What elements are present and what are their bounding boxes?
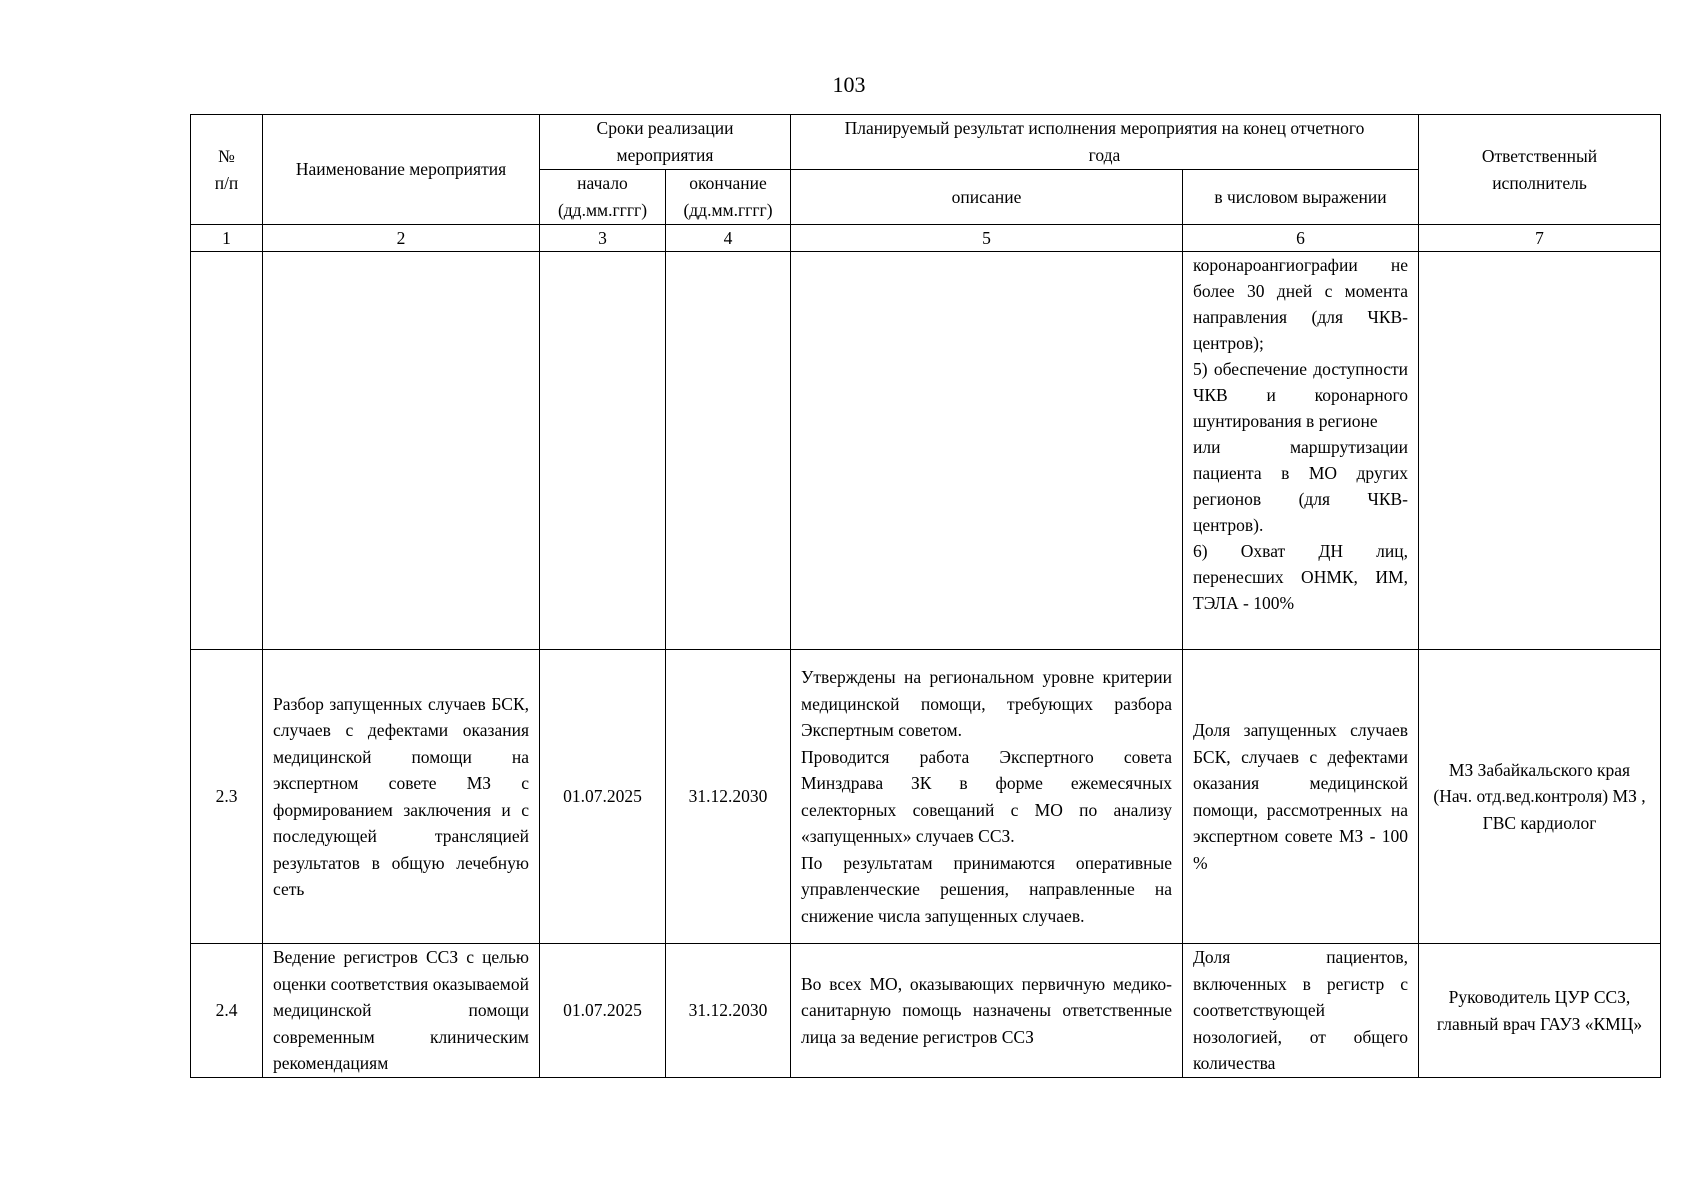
description-paragraph: Во всех МО, оказывающих первичную медико-санитарную помощь назначены ответственные лица за ведение регистров ССЗ xyxy=(801,973,1172,1047)
table-row xyxy=(191,252,1661,650)
row-numeric xyxy=(1183,252,1419,650)
column-number: 7 xyxy=(1419,225,1661,252)
numeric-paragraph: коронароангиографии не более 30 дней с момента направления (для ЧКВ-центров); xyxy=(1193,255,1408,353)
table-row xyxy=(191,650,1661,944)
row-responsible xyxy=(1419,252,1661,650)
column-number: 6 xyxy=(1183,225,1419,252)
table-row xyxy=(191,944,1661,1078)
column-number: 3 xyxy=(540,225,666,252)
row-responsible: МЗ Забайкальского края (Нач. отд.вед.контроля) МЗ , ГВС кардиолог xyxy=(1419,650,1661,944)
row-numeric: Доля запущенных случаев БСК, случаев с дефектами оказания медицинской помощи, рассмотренных на экспертном совете МЗ - 100 % xyxy=(1183,650,1419,944)
header-terms: Сроки реализации мероприятия xyxy=(540,115,791,170)
header-row-1 xyxy=(191,115,1661,170)
row-number: 2.4 xyxy=(191,944,263,1078)
row-end-date: 31.12.2030 xyxy=(666,650,791,944)
column-number: 4 xyxy=(666,225,791,252)
row-description xyxy=(791,944,1183,1078)
header-numeric: в числовом выражении xyxy=(1183,170,1419,225)
row-start-date: 01.07.2025 xyxy=(540,944,666,1078)
numeric-paragraph: или маршрутизации пациента в МО других регионов (для ЧКВ-центров). xyxy=(1193,437,1408,535)
header-number: № п/п xyxy=(191,115,263,225)
row-numeric: Доля пациентов, включенных в регистр с соответствующей нозологией, от общего количества xyxy=(1183,944,1419,1078)
row-number: 2.3 xyxy=(191,650,263,944)
row-number xyxy=(191,252,263,650)
row-end-date xyxy=(666,252,791,650)
page-number: 103 xyxy=(832,72,866,97)
numeric-paragraph: 6) Охват ДН лиц, перенесших ОНМК, ИМ, ТЭЛА - 100% xyxy=(1193,541,1408,613)
description-paragraph: Проводится работа Экспертного совета Минздрава ЗК в форме ежемесячных селекторных совещаний с МО по анализу «запущенных» случаев ССЗ. xyxy=(801,746,1172,846)
row-name: Разбор запущенных случаев БСК, случаев с дефектами оказания медицинской помощи на экспертном совете МЗ с формированием заключения и с последующей трансляцией результатов в общую лечебную сеть xyxy=(263,650,540,944)
row-name: Ведение регистров ССЗ с целью оценки соответствия оказываемой медицинской помощи современным клиническим рекомендациям xyxy=(263,944,540,1078)
description-paragraph: Утверждены на региональном уровне критерии медицинской помощи, требующих разбора Экспертным советом. xyxy=(801,667,1172,740)
row-description xyxy=(791,252,1183,650)
row-name xyxy=(263,252,540,650)
header-responsible: Ответственный исполнитель xyxy=(1419,115,1661,225)
row-start-date: 01.07.2025 xyxy=(540,650,666,944)
column-number-row xyxy=(191,225,1661,252)
row-end-date: 31.12.2030 xyxy=(666,944,791,1078)
header-start: начало (дд.мм.гггг) xyxy=(540,170,666,225)
row-start-date xyxy=(540,252,666,650)
header-name: Наименование мероприятия xyxy=(263,115,540,225)
measures-table xyxy=(190,114,1661,1078)
column-number: 5 xyxy=(791,225,1183,252)
column-number: 1 xyxy=(191,225,263,252)
header-description: описание xyxy=(791,170,1183,225)
header-result: Планируемый результат исполнения мероприятия на конец отчетного года xyxy=(791,115,1419,170)
row-responsible: Руководитель ЦУР ССЗ, главный врач ГАУЗ «КМЦ» xyxy=(1419,944,1661,1078)
row-description xyxy=(791,650,1183,944)
column-number: 2 xyxy=(263,225,540,252)
header-end: окончание (дд.мм.гггг) xyxy=(666,170,791,225)
numeric-paragraph: 5) обеспечение доступности ЧКВ и коронарного шунтирования в регионе xyxy=(1193,359,1408,431)
description-paragraph: По результатам принимаются оперативные управленческие решения, направленные на снижение числа запущенных случаев. xyxy=(801,852,1172,926)
